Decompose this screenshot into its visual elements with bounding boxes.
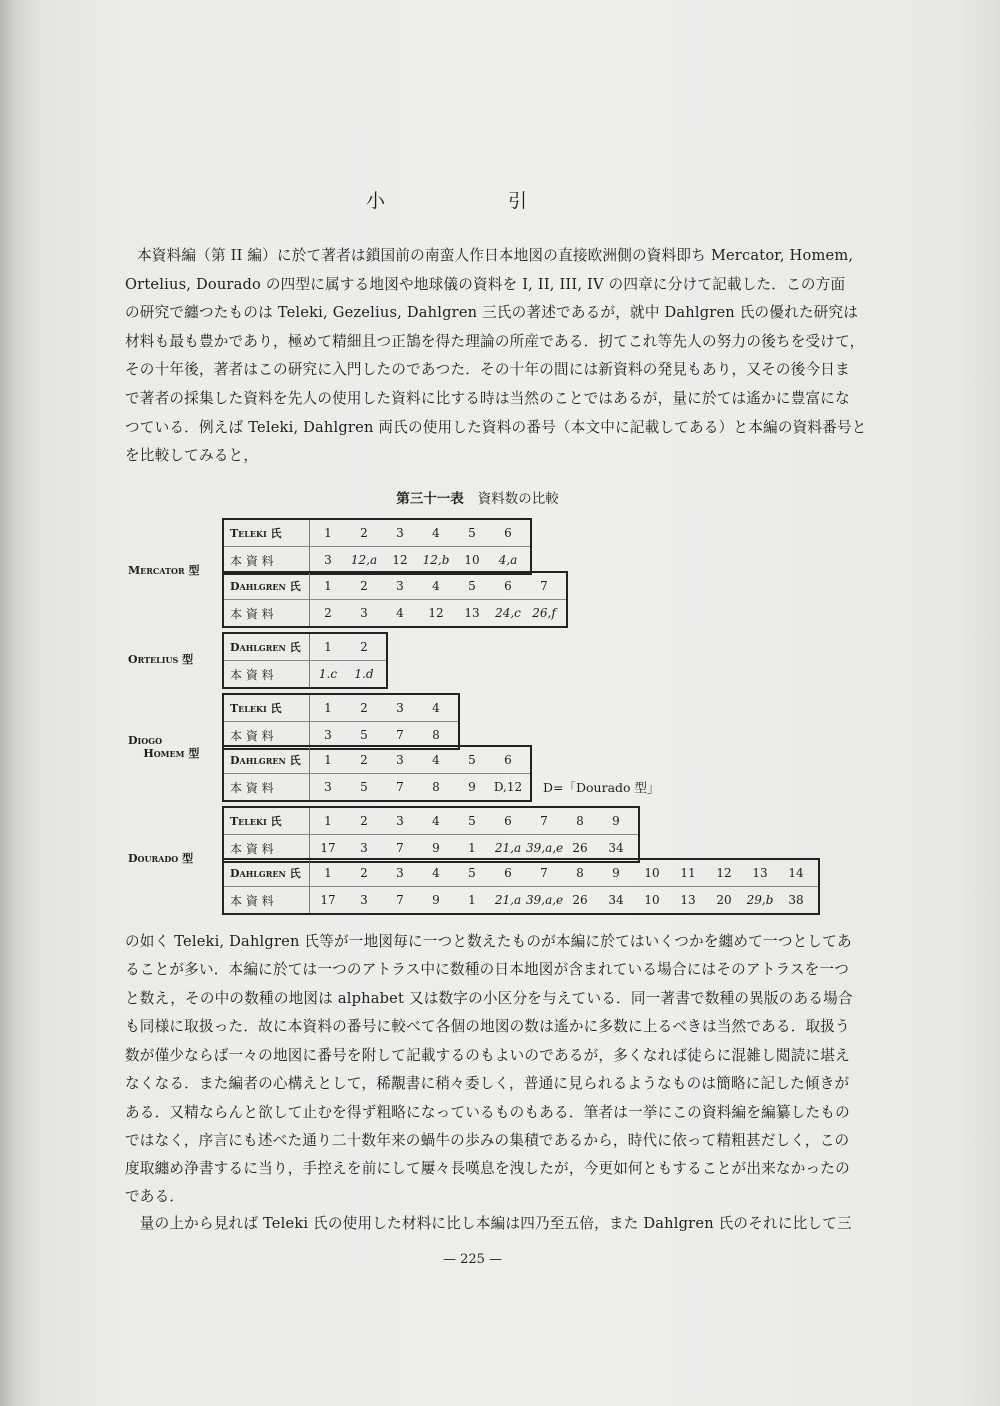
table-cell: 7 — [540, 814, 548, 828]
table-cell: 2 — [360, 814, 368, 828]
row-label: 本 資 料 — [224, 722, 310, 748]
text-line: 数が僅少ならば一々の地図に番号を附して記載するのもよいのであるが，多くなれば徒らに混雑し閲読に堪え — [125, 1047, 850, 1064]
text-line: も同様に取扱った．故に本資料の番号に較べて各個の地図の数は遙かに多数に上るべきは当然である．取扱う — [125, 1018, 850, 1035]
table-cell: 7 — [540, 866, 548, 880]
table-cell: 7 — [396, 841, 404, 855]
table-cell: 1 — [324, 701, 332, 715]
table-cell: 3 — [396, 753, 404, 767]
table-cell: 1 — [324, 753, 332, 767]
table-cell: 2 — [360, 579, 368, 593]
text-line: ることが多い．本編に於ては一つのアトラス中に数種の日本地図が含まれている場合にはそのアトラスを一つ — [125, 961, 850, 978]
table-row — [224, 721, 458, 748]
table-cell: 5 — [468, 579, 476, 593]
table-cell: 26,f — [532, 606, 556, 620]
table-cell: 34 — [608, 893, 624, 907]
text-line: Ortelius, Dourado の四型に属する地図や地球儀の資料を I, II, III, IV の四章に分けて記載した．この方面 — [125, 275, 846, 293]
table-row — [224, 573, 566, 599]
table-cell: 1.c — [318, 667, 338, 681]
row-label: 本 資 料 — [224, 600, 310, 626]
table-cell: 17 — [320, 841, 336, 855]
page-title: 小 引 — [365, 190, 579, 212]
table-cell: 26 — [572, 893, 588, 907]
table-cell: 9 — [612, 814, 620, 828]
table-cell: 13 — [680, 893, 696, 907]
text-line: である． — [125, 1188, 185, 1205]
row-label: 本 資 料 — [224, 774, 310, 800]
table-cell: 39,a,e — [526, 893, 564, 907]
group-label: Mercator 型 — [128, 564, 200, 577]
table-cell: 1 — [324, 579, 332, 593]
table-cell: 8 — [576, 866, 584, 880]
group-table — [222, 858, 820, 915]
table-cell: 21,a — [494, 893, 522, 907]
table-cell: 12,a — [350, 553, 378, 567]
text-line: ある．又精ならんと欲して止むを得ず粗略になっているものもある．筆者は一挙にこの資料編を編纂したもの — [125, 1104, 850, 1121]
table-cell: 1 — [468, 893, 476, 907]
table-cell: 3 — [360, 841, 368, 855]
table-cell: 21,a — [494, 841, 522, 855]
table-row — [224, 599, 566, 626]
table-cell: 2 — [360, 526, 368, 540]
table-cell: 3 — [396, 814, 404, 828]
table-cell: 13 — [464, 606, 480, 620]
table-number: 第三十一表 — [396, 491, 464, 507]
table-cell: 5 — [468, 814, 476, 828]
text-line: つている．例えば Teleki, Dahlgren 両氏の使用した資料の番号（本文中に記載してある）と本編の資料番号と — [125, 418, 867, 436]
table-row — [224, 773, 530, 800]
text-line: 本資料編（第 II 編）に於て著者は鎖国前の南蛮人作日本地図の直接欧洲側の資料即ち Mercator, Homem, — [137, 247, 854, 264]
table-cell: 7 — [540, 579, 548, 593]
table-row — [224, 834, 638, 861]
table-row — [224, 886, 818, 913]
table-caption — [0, 487, 955, 507]
table-cell: 3 — [396, 526, 404, 540]
group-table — [222, 632, 388, 689]
text-line: ではなく，序言にも述べた通り二十数年来の蝸牛の歩みの集積であるから，時代に依って精粗甚だしく，この — [125, 1132, 850, 1149]
group-table — [222, 518, 532, 575]
table-cell: 6 — [504, 579, 512, 593]
group-table — [222, 571, 568, 628]
row-label: Dahlgren 氏 — [224, 634, 310, 660]
table-cell: 9 — [468, 780, 476, 794]
table-cell: 10 — [464, 553, 480, 567]
text-line: 材料も最も豊かであり，極めて精細且つ正鵠を得た理論の所産である．扨てこれ等先人の努力の後ちを受けて， — [125, 332, 865, 350]
table-cell: 12,b — [422, 553, 450, 567]
table-cell: 10 — [644, 866, 660, 880]
table-cell: 11 — [680, 866, 696, 880]
table-cell: 4 — [432, 701, 440, 715]
table-cell: 17 — [320, 893, 336, 907]
table-row — [224, 634, 386, 660]
table-title: 資料数の比較 — [477, 491, 559, 507]
table-cell: 5 — [468, 866, 476, 880]
table-cell: 10 — [644, 893, 660, 907]
group-label: Dourado 型 — [128, 852, 194, 865]
row-label: 本 資 料 — [224, 547, 310, 573]
page-number: — 225 — — [442, 1252, 503, 1267]
row-label: 本 資 料 — [224, 835, 310, 861]
table-cell: 9 — [432, 893, 440, 907]
table-cell: 1 — [324, 866, 332, 880]
group-label: Diogo Homem 型 — [128, 734, 200, 760]
table-cell: 2 — [360, 640, 368, 654]
table-cell: 6 — [504, 866, 512, 880]
table-row — [224, 660, 386, 687]
table-cell: 5 — [468, 526, 476, 540]
row-label: Dahlgren 氏 — [224, 747, 310, 773]
row-label: Dahlgren 氏 — [224, 860, 310, 886]
text-line: 度取纏め浄書するに当り，手控えを前にして屢々長嘆息を洩したが，今更如何ともすることが出来なかったの — [125, 1160, 850, 1177]
table-cell: 5 — [360, 780, 368, 794]
table-cell: 12 — [428, 606, 444, 620]
table-row — [224, 808, 638, 834]
table-cell: 8 — [576, 814, 584, 828]
text-line: の研究で纏つたものは Teleki, Gezelius, Dahlgren 三氏の著述であるが，就中 Dahlgren 氏の優れた研究は — [125, 304, 859, 322]
group-label: Ortelius 型 — [128, 653, 194, 666]
row-label: 本 資 料 — [224, 887, 310, 913]
table-cell: 1 — [468, 841, 476, 855]
table-cell: 34 — [608, 841, 624, 855]
text-line: その十年後，著者はこの研究に入門したのであつた．その十年の間には新資料の発見もあり，又その後今日ま — [125, 361, 850, 379]
table-cell: 5 — [468, 753, 476, 767]
row-label: Teleki 氏 — [224, 808, 310, 834]
table-cell: 7 — [396, 728, 404, 742]
table-cell: 7 — [396, 780, 404, 794]
row-label: Teleki 氏 — [224, 695, 310, 721]
group-table — [222, 693, 460, 750]
row-label: 本 資 料 — [224, 661, 310, 687]
table-cell: 13 — [752, 866, 768, 880]
table-cell: D,12 — [493, 780, 523, 794]
group-table — [222, 806, 640, 863]
table-cell: 39,a,e — [526, 841, 564, 855]
table-cell: 4 — [432, 866, 440, 880]
table-cell: 3 — [396, 701, 404, 715]
text-line: で著者の採集した資料を先人の使用した資料に比する時は当然のことではあるが，量に於ては遙かに豊富にな — [125, 390, 850, 407]
table-cell: 9 — [432, 841, 440, 855]
table-cell: 14 — [788, 866, 804, 880]
table-cell: 1 — [324, 814, 332, 828]
table-row — [224, 520, 530, 546]
table-cell: 6 — [504, 753, 512, 767]
text-line: を比較してみると， — [125, 447, 259, 465]
table-cell: 4 — [432, 526, 440, 540]
table-cell: 2 — [360, 701, 368, 715]
table-cell: 1 — [324, 526, 332, 540]
table-cell: 8 — [432, 780, 440, 794]
table-cell: 3 — [324, 780, 332, 794]
table-cell: 6 — [504, 814, 512, 828]
table-cell: 1 — [324, 640, 332, 654]
table-cell: 4 — [396, 606, 404, 620]
text-line: なくなる．また編者の心構えとして，稀覯書に稍々委しく，普通に見られるようなものは簡略に記した傾きが — [125, 1075, 850, 1092]
table-row — [224, 860, 818, 886]
table-cell: 3 — [324, 728, 332, 742]
table-cell: 29,b — [746, 893, 774, 907]
table-cell: 4 — [432, 579, 440, 593]
table-cell: 3 — [360, 893, 368, 907]
table-cell: 3 — [360, 606, 368, 620]
table-cell: 8 — [432, 728, 440, 742]
table-row — [224, 546, 530, 573]
table-cell: 24,c — [495, 606, 521, 620]
table-cell: 3 — [396, 579, 404, 593]
table-cell: 5 — [360, 728, 368, 742]
table-cell: 4 — [432, 753, 440, 767]
table-cell: 6 — [504, 526, 512, 540]
text-line: の如く Teleki, Dahlgren 氏等が一地図毎に一つと数えたものが本編に於てはいくつかを纏めて一つとしてあ — [125, 933, 852, 950]
table-cell: 2 — [360, 866, 368, 880]
table-cell: 7 — [396, 893, 404, 907]
row-label: Dahlgren 氏 — [224, 573, 310, 599]
table-cell: 38 — [788, 893, 804, 907]
table-note: D=「Dourado 型」 — [543, 780, 660, 795]
table-cell: 9 — [612, 866, 620, 880]
table-cell: 2 — [360, 753, 368, 767]
table-row — [224, 747, 530, 773]
table-cell: 12 — [392, 553, 408, 567]
text-line: と数え，その中の数種の地図は alphabet 又は数字の小区分を与えている．同一著書で数種の異版のある場合 — [125, 990, 853, 1007]
table-cell: 20 — [716, 893, 732, 907]
table-cell: 26 — [572, 841, 588, 855]
table-row — [224, 695, 458, 721]
text-line: 量の上から見れば Teleki 氏の使用した材料に比し本編は四乃至五倍，また Dahlgren 氏のそれに比して三 — [125, 1215, 852, 1232]
table-cell: 4,a — [498, 553, 518, 567]
row-label: Teleki 氏 — [224, 520, 310, 546]
group-table — [222, 745, 532, 802]
table-cell: 3 — [324, 553, 332, 567]
table-cell: 12 — [716, 866, 732, 880]
table-cell: 1.d — [354, 667, 374, 681]
table-cell: 3 — [396, 866, 404, 880]
table-cell: 2 — [324, 606, 332, 620]
table-cell: 4 — [432, 814, 440, 828]
